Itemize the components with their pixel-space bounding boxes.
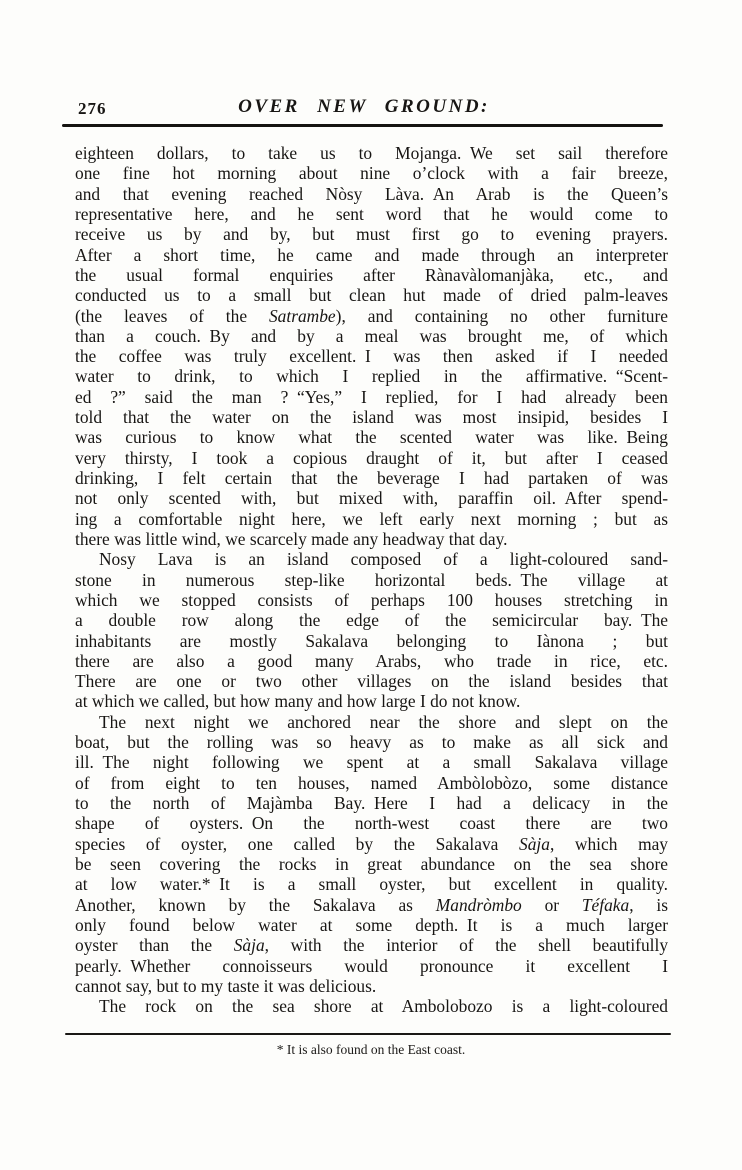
text-line <box>75 407 668 427</box>
text-line <box>75 224 668 244</box>
text-line <box>75 651 668 671</box>
text-segment: Nosy Lava is an island composed of a light-coloured sand- <box>99 549 668 570</box>
text-line <box>75 793 668 813</box>
text-segment: which we stopped consists of perhaps 100 houses stretching in <box>75 589 668 610</box>
text-segment: There are one or two other villages on the island besides that <box>75 671 668 692</box>
text-line <box>75 834 668 854</box>
paragraph <box>75 549 668 712</box>
running-title: OVER NEW GROUND: <box>238 96 490 117</box>
text-line <box>75 468 668 488</box>
text-segment: receive us by and by, but must first go to evening prayers. <box>75 224 668 245</box>
text-segment: representative here, and he sent word that he would come to <box>75 203 668 224</box>
text-line <box>75 204 668 224</box>
text-segment: pearly. Whether connoisseurs would pronounce it excellent I <box>75 955 668 976</box>
text-segment: at low water.* It is a small oyster, but excellent in quality. <box>75 874 668 895</box>
text-line <box>75 163 668 183</box>
text-segment: species of oyster, one called by the Sakalava <box>75 833 520 854</box>
page-header <box>62 96 666 122</box>
text-segment: , which may <box>549 833 669 854</box>
paragraph <box>75 996 668 1016</box>
text-line <box>75 976 668 996</box>
text-segment: (the leaves of the <box>75 305 269 326</box>
text-segment: shape of oysters. On the north-west coast there are two <box>75 813 668 834</box>
text-segment: the coffee was truly excellent. I was then asked if I needed <box>75 346 668 367</box>
paragraph <box>75 712 668 996</box>
text-segment: inhabitants are mostly Sakalava belonging to Iànona ; but <box>75 630 668 651</box>
text-line <box>75 529 668 549</box>
text-line <box>75 671 668 691</box>
text-line <box>75 184 668 204</box>
text-segment: a double row along the edge of the semicircular bay. The <box>75 610 668 631</box>
text-line <box>75 448 668 468</box>
text-segment: ed ?” said the man ? “Yes,” I replied, for I had already been <box>75 386 668 407</box>
text-line <box>75 631 668 651</box>
text-segment: the usual formal enquiries after Rànavàlomanjàka, etc., and <box>75 264 668 285</box>
text-segment: to the north of Majàmba Bay. Here I had a delicacy in the <box>75 793 668 813</box>
text-line <box>75 773 668 793</box>
text-segment: After a short time, he came and made through an interpreter <box>75 244 668 265</box>
italic-text: Téfaka <box>581 894 630 915</box>
text-line <box>75 366 668 386</box>
text-segment: at which we called, but how many and how large I do not know. <box>75 691 521 712</box>
text-segment: , is <box>629 894 668 915</box>
text-line <box>75 935 668 955</box>
text-segment: there are also a good many Arabs, who trade in rice, etc. <box>75 650 668 671</box>
italic-text: Mandròmbo <box>435 894 522 915</box>
header-rule <box>62 124 663 127</box>
text-line <box>75 306 668 326</box>
text-segment: and that evening reached Nòsy Làva. An Arab is the Queen’s <box>75 183 668 204</box>
text-segment: only found below water at some depth. It is a much larger <box>75 914 668 935</box>
page-number: 276 <box>78 99 107 118</box>
text-line <box>75 590 668 610</box>
text-segment: , with the interior of the shell beautifully <box>264 935 669 956</box>
text-segment: or <box>521 894 582 915</box>
text-line <box>75 265 668 285</box>
text-segment: ing a comfortable night here, we left early next morning ; but as <box>75 508 668 529</box>
footnote-rule <box>65 1033 671 1035</box>
text-line <box>75 732 668 752</box>
text-segment: conducted us to a small but clean hut made of dried palm-leaves <box>75 285 668 306</box>
text-segment: Another, known by the Sakalava as <box>75 894 436 915</box>
text-segment: one fine hot morning about nine o’clock with a fair breeze, <box>75 163 668 184</box>
text-line <box>75 996 668 1016</box>
text-line <box>75 346 668 366</box>
text-segment: ill. The night following we spent at a small Sakalava village <box>75 752 668 773</box>
text-line <box>75 752 668 772</box>
italic-text: Sàja <box>519 833 550 854</box>
text-line <box>75 895 668 915</box>
text-segment: eighteen dollars, to take us to Mojanga. We set sail therefore <box>75 143 668 163</box>
text-segment: water to drink, to which I replied in the affirmative. “Scent- <box>75 366 668 387</box>
paragraph <box>75 143 668 549</box>
text-segment: The rock on the sea shore at Ambolobozo is a light-coloured <box>99 996 668 1017</box>
text-segment: not only scented with, but mixed with, paraffin oil. After spend- <box>75 488 668 509</box>
text-segment: stone in numerous step-like horizontal beds. The village at <box>75 569 668 590</box>
text-segment: than a couch. By and by a meal was brought me, of which <box>75 325 668 346</box>
text-line <box>75 854 668 874</box>
text-segment: of from eight to ten houses, named Ambòlobòzo, some distance <box>75 772 668 793</box>
text-segment: ), and containing no other furniture <box>335 305 668 326</box>
text-segment: told that the water on the island was most insipid, besides I <box>75 407 668 428</box>
text-segment: boat, but the rolling was so heavy as to make as all sick and <box>75 732 668 753</box>
text-line <box>75 285 668 305</box>
text-line <box>75 570 668 590</box>
text-line <box>75 956 668 976</box>
text-line <box>75 488 668 508</box>
text-line <box>75 326 668 346</box>
text-line <box>75 245 668 265</box>
page-body <box>75 143 668 1016</box>
text-segment: cannot say, but to my taste it was delicious. <box>75 975 377 996</box>
text-segment: oyster than the <box>75 935 234 956</box>
text-segment: very thirsty, I took a copious draught of it, but after I ceased <box>75 447 668 468</box>
text-line <box>75 691 668 711</box>
text-segment: The next night we anchored near the shore and slept on the <box>99 711 668 732</box>
italic-text: Sàja <box>233 935 265 956</box>
text-line <box>75 813 668 833</box>
italic-text: Satrambe <box>268 305 336 326</box>
text-line <box>75 549 668 569</box>
text-line <box>75 874 668 894</box>
text-line <box>75 712 668 732</box>
text-segment: was curious to know what the scented water was like. Being <box>75 427 668 448</box>
text-line <box>75 610 668 630</box>
text-line <box>75 143 668 163</box>
text-line <box>75 427 668 447</box>
text-segment: be seen covering the rocks in great abundance on the sea shore <box>75 853 668 874</box>
text-segment: drinking, I felt certain that the beverage I had partaken of was <box>75 468 668 488</box>
text-line <box>75 915 668 935</box>
text-segment: there was little wind, we scarcely made any headway that day. <box>75 528 508 549</box>
footnote: * It is also found on the East coast. <box>276 1042 466 1057</box>
text-line <box>75 509 668 529</box>
text-line <box>75 387 668 407</box>
